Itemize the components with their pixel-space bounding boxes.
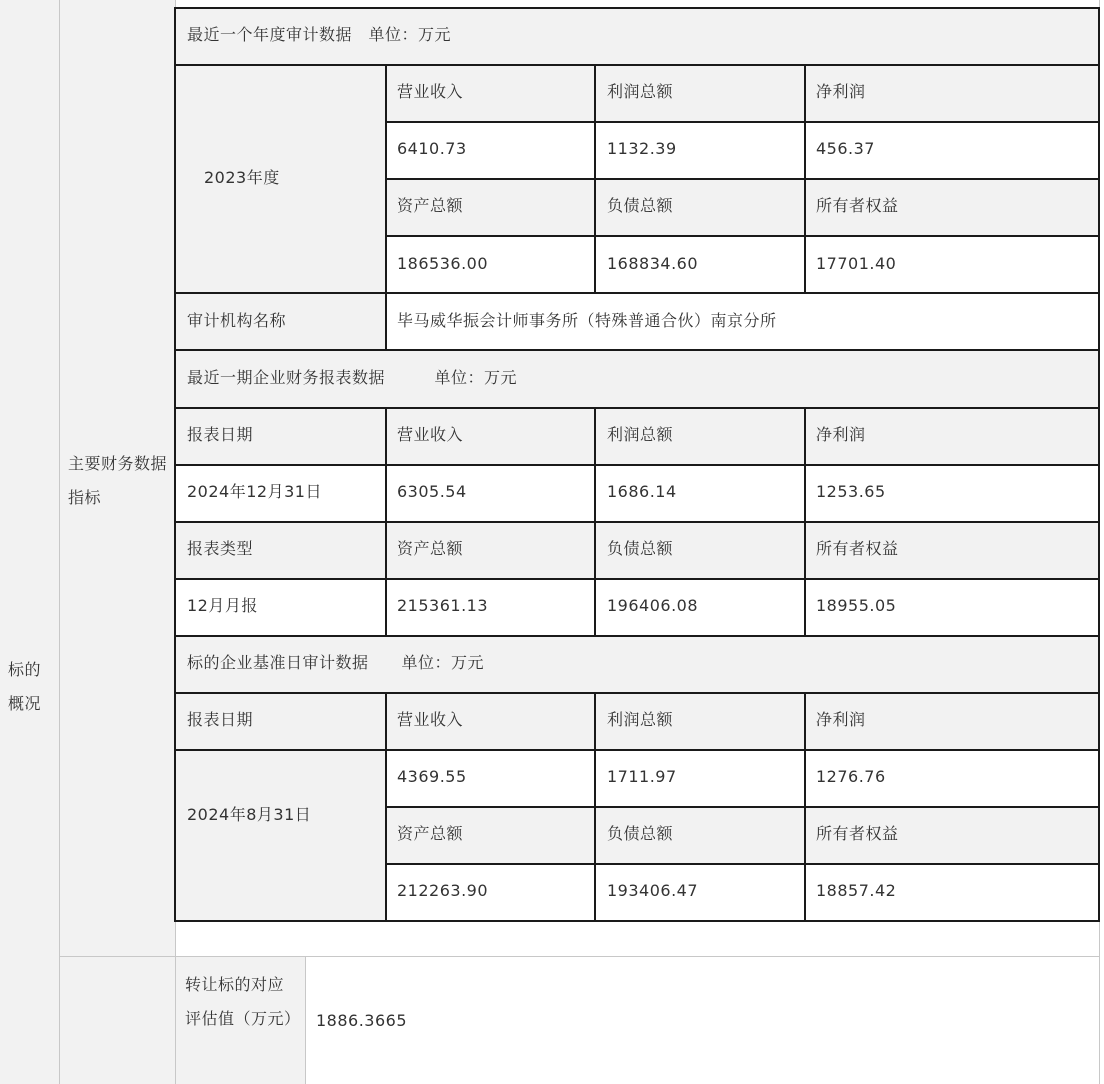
latest-label-total-assets: 资产总额 — [397, 539, 464, 558]
audit-label-row1 — [386, 65, 1099, 122]
latest-date-label: 报表日期 — [187, 425, 254, 444]
audit-value-total-liabilities: 168834.60 — [607, 254, 699, 273]
table-border — [804, 64, 806, 293]
benchmark-label-revenue: 营业收入 — [397, 710, 464, 729]
latest-value-net-profit: 1253.65 — [816, 482, 886, 501]
latest-label-total-liabilities: 负债总额 — [607, 539, 674, 558]
latest-label-net-profit: 净利润 — [816, 425, 866, 444]
audit-label-row2 — [386, 179, 1099, 236]
table-border — [175, 578, 1100, 580]
latest-header: 最近一期企业财务报表数据 单位：万元 — [187, 368, 518, 387]
table-border — [385, 692, 387, 922]
outer-label: 标的概况 — [8, 660, 42, 713]
table-border — [175, 407, 1100, 409]
benchmark-label-total-liabilities: 负债总额 — [607, 824, 674, 843]
benchmark-label-net-profit: 净利润 — [816, 710, 866, 729]
auditor-label: 审计机构名称 — [187, 311, 287, 330]
grid-line — [59, 956, 1100, 957]
valuation-label: 转让标的对应评估值（万元） — [185, 975, 301, 1028]
table-border — [175, 749, 1100, 751]
audit-value-total-profit: 1132.39 — [607, 139, 677, 158]
benchmark-label-total-assets: 资产总额 — [397, 824, 464, 843]
latest-value-total-assets: 215361.13 — [397, 596, 489, 615]
audit-year: 2023年度 — [204, 168, 280, 187]
table-border — [174, 7, 176, 922]
audit-value-total-assets: 186536.00 — [397, 254, 489, 273]
latest-label-total-profit: 利润总额 — [607, 425, 674, 444]
table-border — [594, 692, 596, 922]
table-border — [386, 863, 1100, 865]
table-border — [175, 64, 1100, 66]
benchmark-date-value: 2024年8月31日 — [187, 805, 312, 824]
latest-value-equity: 18955.05 — [816, 596, 897, 615]
latest-value-revenue: 6305.54 — [397, 482, 467, 501]
latest-type-value: 12月月报 — [187, 596, 258, 615]
benchmark-date-label: 报表日期 — [187, 710, 254, 729]
outer-label-cell — [0, 0, 59, 1084]
auditor-value: 毕马威华振会计师事务所（特殊普通合伙）南京分所 — [397, 311, 777, 330]
table-border — [175, 521, 1100, 523]
table-border — [175, 349, 1100, 351]
latest-label-equity: 所有者权益 — [816, 539, 899, 558]
grid-line — [59, 0, 60, 1084]
benchmark-value-total-profit: 1711.97 — [607, 767, 677, 786]
audit-value-net-profit: 456.37 — [816, 139, 875, 158]
audit-label-net-profit: 净利润 — [816, 82, 866, 101]
grid-line — [305, 957, 306, 1084]
section-label-cell-bottom — [59, 957, 175, 1084]
audit-label-total-assets: 资产总额 — [397, 196, 464, 215]
table-border — [1098, 7, 1100, 922]
table-border — [804, 407, 806, 636]
latest-date-value: 2024年12月31日 — [187, 482, 322, 501]
audit-label-total-profit: 利润总额 — [607, 82, 674, 101]
latest-value-total-profit: 1686.14 — [607, 482, 677, 501]
table-border — [175, 464, 1100, 466]
benchmark-label-row2 — [386, 807, 1099, 864]
benchmark-value-total-assets: 212263.90 — [397, 881, 489, 900]
latest-value-total-liabilities: 196406.08 — [607, 596, 699, 615]
valuation-value: 1886.3665 — [316, 1011, 408, 1030]
benchmark-header: 标的企业基准日审计数据 单位：万元 — [187, 653, 485, 672]
audit-label-total-liabilities: 负债总额 — [607, 196, 674, 215]
audit-label-equity: 所有者权益 — [816, 196, 899, 215]
benchmark-label-total-profit: 利润总额 — [607, 710, 674, 729]
audit-label-revenue: 营业收入 — [397, 82, 464, 101]
table-border — [594, 64, 596, 293]
table-border — [175, 920, 1100, 922]
audit-value-revenue: 6410.73 — [397, 139, 467, 158]
latest-type-label: 报表类型 — [187, 539, 254, 558]
benchmark-date-cell — [175, 750, 386, 921]
benchmark-value-net-profit: 1276.76 — [816, 767, 886, 786]
table-border — [175, 7, 1100, 9]
benchmark-value-revenue: 4369.55 — [397, 767, 467, 786]
audit-header: 最近一个年度审计数据 单位：万元 — [187, 25, 452, 44]
latest-label-revenue: 营业收入 — [397, 425, 464, 444]
section-label: 主要财务数据指标 — [68, 454, 168, 507]
table-border — [175, 635, 1100, 637]
audit-value-equity: 17701.40 — [816, 254, 897, 273]
table-border — [175, 292, 1100, 294]
benchmark-label-equity: 所有者权益 — [816, 824, 899, 843]
benchmark-value-total-liabilities: 193406.47 — [607, 881, 699, 900]
benchmark-value-equity: 18857.42 — [816, 881, 897, 900]
table-border — [385, 407, 387, 636]
table-border — [385, 64, 387, 350]
table-border — [804, 692, 806, 922]
table-border — [386, 235, 1100, 237]
table-border — [386, 178, 1100, 180]
table-border — [594, 407, 596, 636]
table-border — [386, 121, 1100, 123]
table-border — [175, 692, 1100, 694]
table-border — [386, 806, 1100, 808]
